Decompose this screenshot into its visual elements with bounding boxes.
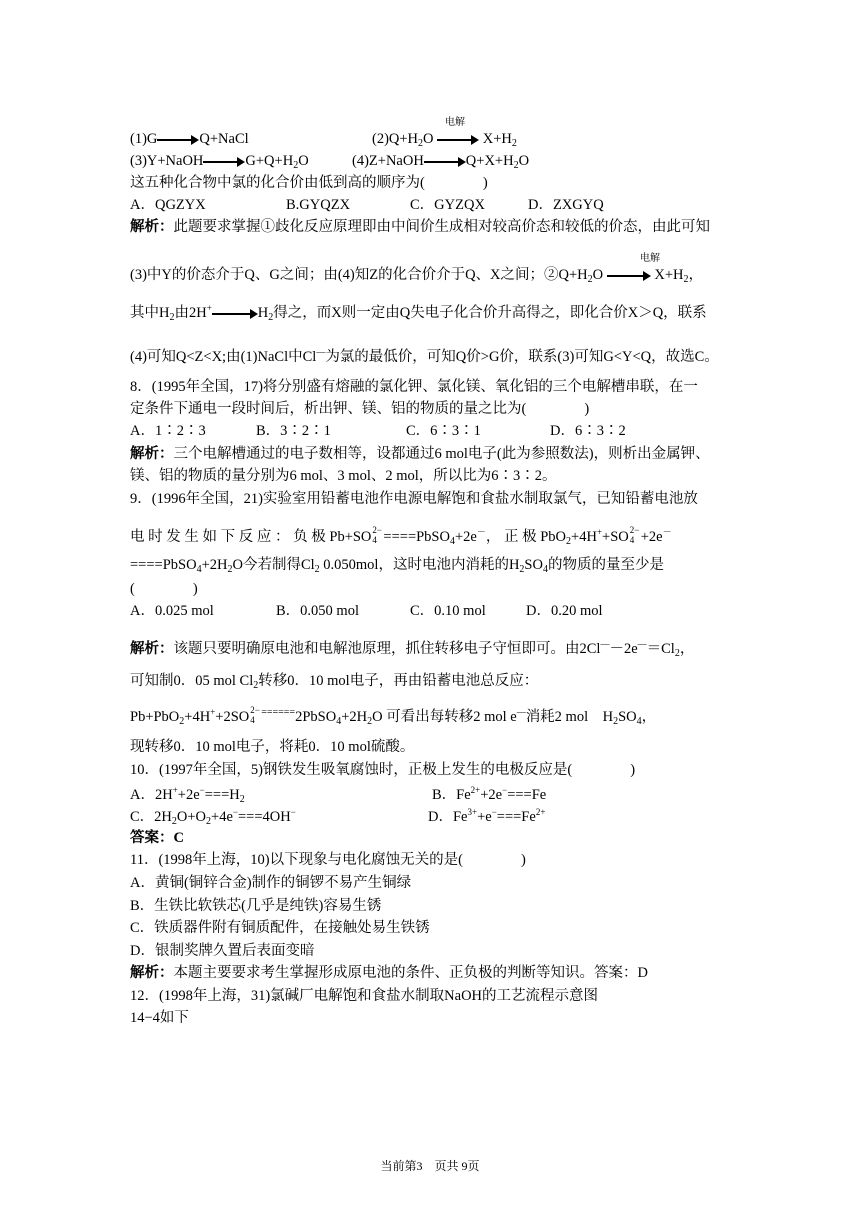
q8-analysis-2: 镁、铝的物质的量分别为6 mol、3 mol、2 mol，所以比为6∶3∶2。 (130, 468, 557, 484)
q8-option-b: B．3∶2∶1 (256, 423, 331, 439)
q9-stem-4: ( ) (130, 581, 198, 597)
q7-option-b: B.GYQZX (286, 197, 351, 213)
q10-option-c: C．$2H_2O+O_2+4e^-===4OH^-$ (130, 807, 296, 827)
q7-analysis-1: 解析：此题要求掌握①歧化反应原理即由中间价生成相对较高价态和较低的价态，由此可知 (130, 219, 710, 235)
q9-analysis-2: 可知制0．05 mol $Cl_2$转移0．10 mol电子，再由铅蓄电池总反应： (130, 673, 539, 691)
electrolysis-label: 电解 (640, 253, 660, 264)
q11-option-c: C．铁质器件附有铜质配件，在接触处易生铁锈 (130, 920, 430, 936)
page-footer: 当前第3 页共 9页 (380, 1159, 480, 1173)
q9-option-b: B．0.050 mol (276, 603, 359, 619)
arrow-icon (424, 157, 466, 167)
q8-stem-2: 定条件下通电一段时间后，析出钾、镁、铝的物质的量之比为( ) (130, 401, 590, 417)
q8-stem-1: 8．(1995年全国，17)将分别盛有熔融的氯化钾、氯化镁、氧化铝的三个电解槽串联，在一 (130, 379, 698, 395)
reaction-4: (4)Z+NaOH $Q+X+H_2O$ (352, 153, 530, 171)
q10-option-d: D．$Fe^{3+}+e^-===Fe^{2+}$ (428, 807, 546, 825)
q7-stem: 这五种化合物中氯的化合价由低到高的顺序为( ) (130, 175, 488, 191)
q12-stem-2: 14−4如下 (130, 1010, 189, 1026)
q9-stem-2: 电 时 发 生 如 下 反 应 ： 负 极 Pb+SO 2− 4 ====PbSO$_4$+2e－， 正 极 PbO$_2$+4H++SO 2− 4 +2e－ (130, 524, 672, 547)
q9-analysis-4: 现转移0．10 mol电子，将耗0．10 mol硫酸。 (130, 739, 415, 755)
q10-option-a: A．$2H^++2e^-===H_2$ (130, 785, 245, 805)
arrow-icon (437, 135, 479, 145)
q9-stem-1: 9．(1996年全国，21)实验室用铅蓄电池作电源电解饱和食盐水制取氯气，已知铅蓄电池放 (130, 491, 698, 507)
q11-analysis: 解析：本题主要要求考生掌握形成原电池的条件、正负极的判断等知识。答案：D (130, 965, 648, 981)
q11-option-a: A．黄铜(铜锌合金)制作的铜锣不易产生铜绿 (130, 875, 412, 891)
q8-analysis-1: 解析：三个电解槽通过的电子数相等，设都通过6 mol电子(此为参照数法)，则析出金属钾、 (130, 446, 710, 462)
reaction-3: (3)Y+NaOH $G+Q+H_2O$ (130, 153, 309, 171)
arrow-icon (212, 309, 258, 319)
arrow-icon (157, 135, 199, 145)
q10-option-b: B．$Fe^{2+}+2e^-===Fe$ (432, 785, 547, 803)
sulfate-charge: 2− 4 (629, 524, 640, 545)
reaction-2: $(2)Q+H_2O$ $X+H_2$ (372, 131, 517, 149)
q7-option-c: C．GYZQX (410, 197, 485, 213)
q8-option-c: C．6∶3∶1 (406, 423, 481, 439)
q10-stem: 10．(1997年全国，5)钢铁发生吸氧腐蚀时，正极上发生的电极反应是( ) (130, 762, 636, 778)
sulfate-charge: 2− 4 (372, 524, 382, 545)
q7-option-d: D．ZXGYQ (528, 197, 604, 213)
q9-option-c: C．0.10 mol (410, 603, 486, 619)
q9-analysis-3: Pb+PbO$_2$+4H++2SO 2− 4 $^{======}2PbSO_4+2H_2O$ 可看出每转移2 mol e—消耗2 mol $H_2SO_4$， (130, 704, 657, 727)
q9-option-d: D．0.20 mol (526, 603, 603, 619)
arrow-icon (203, 157, 245, 167)
q9-analysis-1: 解析：该题只要明确原电池和电解池原理，抓住转移电子守恒即可。由$2Cl^—-2e^—=Cl_2$， (130, 639, 695, 659)
q11-option-d: D．银制奖牌久置后表面变暗 (130, 943, 315, 959)
reaction-1: (1)G Q+NaCl (130, 131, 249, 147)
q9-option-a: A．0.025 mol (130, 603, 214, 619)
q8-option-d: D．6∶3∶2 (550, 423, 626, 439)
q10-answer: 答案：C (130, 830, 184, 846)
arrow-icon (607, 271, 651, 281)
electrolysis-label: 电解 (445, 117, 465, 128)
q12-stem-1: 12．(1998年上海，31)氯碱厂电解饱和食盐水制取NaOH的工艺流程示意图 (130, 988, 599, 1004)
sulfate-charge: 2− 4 (250, 704, 260, 725)
q7-analysis-2: (3)中Y的价态介于Q、G之间；由(4)知Z的化合价介于Q、X之间；$②Q+H_2O$ $X+H_2$， (130, 267, 704, 285)
q9-stem-3: $====PbSO_4+2H_2O$今若制得$Cl_2$ 0.050mol，这时电池内消耗的$H_2SO_4$的物质的量至少是 (130, 557, 664, 575)
q8-option-a: A．1∶2∶3 (130, 423, 206, 439)
q7-analysis-4: (4)可知Q<Z<X;由(1)NaCl中Cl—为氯的最低价，可知Q价>G价，联系(3)可知G<Y<Q，故选C。 (130, 347, 719, 365)
q11-stem: 11．(1998年上海，10)以下现象与电化腐蚀无关的是( ) (130, 852, 526, 868)
q7-option-a: A．QGZYX (130, 197, 206, 213)
q11-option-b: B．生铁比软铁芯(几乎是纯铁)容易生锈 (130, 898, 382, 914)
q7-analysis-3: 其中$H_2$由2H+ $H_2$得之，而X则一定由Q失电子化合价升高得之，即化合价X＞Q，联系 (130, 303, 707, 323)
